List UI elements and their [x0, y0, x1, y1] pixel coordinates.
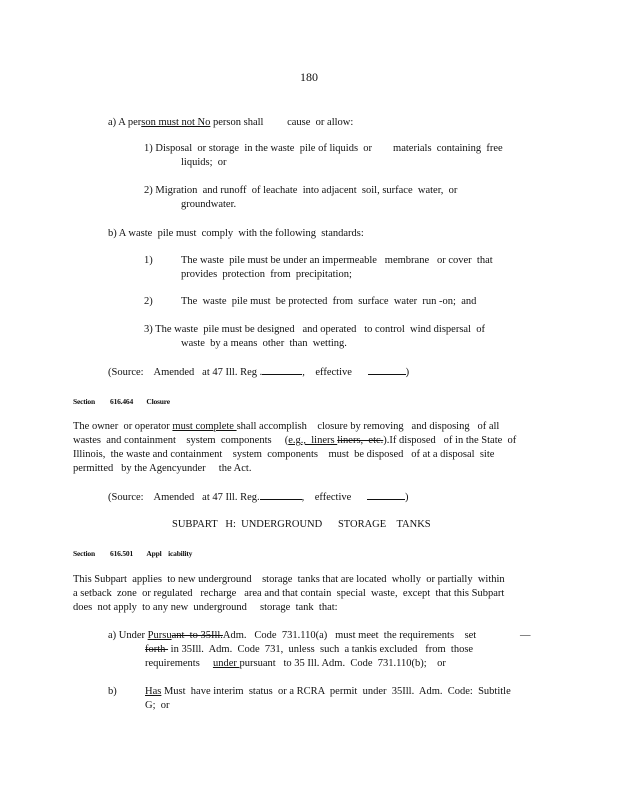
under-a-struck: ant to 35Ill. — [171, 630, 223, 641]
source-2-text: (Source: Amended at 47 Ill. Reg. — [108, 492, 260, 503]
source-2-close: ) — [405, 492, 409, 503]
applicability-line-3: does not apply to any new underground storage tank that: — [73, 602, 338, 613]
section-heading-501 — [73, 547, 192, 561]
applicability-line-2: a setback zone or regulated recharge area and that contain special waste, except that this Subpart — [73, 588, 505, 599]
closure-line-4: permitted by the Agencyunder the Act. — [73, 463, 252, 474]
closure-l2-b: ).If disposed of in the State of — [383, 435, 517, 446]
source-2-date-blank — [367, 490, 405, 500]
closure-l2-underlined: e.g., liners — [288, 435, 338, 446]
subpart-h-heading: SUBPART H: UNDERGROUND STORAGE TANKS — [172, 519, 431, 530]
page-number: 180 — [300, 70, 318, 84]
under-a-dash: — — [520, 630, 531, 641]
closure-line-1 — [73, 420, 499, 434]
under-a-underlined: Pursu — [147, 630, 172, 641]
closure-line-2 — [73, 434, 516, 448]
under-b-underlined: Has — [145, 686, 162, 697]
para-b-intro: b) A waste pile must comply with the following standards: — [108, 228, 364, 239]
under-a-line3-b: pursuant to 35 Ill. Adm. Code 731.110(b); or — [239, 658, 446, 669]
under-b-line-1 — [145, 685, 511, 699]
under-a-line2-rest: in 35Ill. Adm. Code 731, unless such a tankis excluded from those — [168, 644, 474, 655]
under-a-prefix: a) Under — [108, 630, 148, 641]
source-note-2 — [108, 490, 409, 505]
under-b-line-2: G; or — [145, 700, 170, 711]
source-note-1 — [108, 365, 409, 380]
para-b-item1-line2: provides protection from precipitation; — [181, 269, 352, 280]
section-464-label: Section — [73, 397, 95, 406]
under-b-rest: Must have interim status or a RCRA permit under 35Ill. Adm. Code: Subtitle — [161, 686, 511, 697]
under-a-rest: Adm. Code 731.110(a) must meet the requirements set — [222, 630, 477, 641]
source-2-reg-blank — [260, 490, 302, 500]
closure-l1-underlined: must complete — [172, 421, 237, 432]
source-1-reg-blank — [262, 365, 302, 375]
closure-l1-a: The owner or operator — [73, 421, 173, 432]
closure-l2-a: wastes and containment system components ( — [73, 435, 289, 446]
para-a-underlined: son must not No — [141, 117, 211, 128]
para-a-prefix: a) A per — [108, 117, 142, 128]
under-a-line3-underlined: under — [212, 658, 240, 669]
under-a-line3-a: requirements — [145, 658, 213, 669]
source-1-close: ) — [405, 367, 410, 378]
para-b-item3-line1: 3) The waste pile must be designed and operated to control wind dispersal of — [144, 324, 485, 335]
source-1-text: (Source: Amended at 47 Ill. Reg . — [108, 367, 263, 378]
under-a-line-2 — [145, 643, 473, 657]
para-a-rest: person shall cause or allow: — [210, 117, 354, 128]
para-b-item3-line2: waste by a means other than wetting. — [181, 338, 347, 349]
para-b-item1-line1: The waste pile must be under an impermeable membrane or cover that — [181, 255, 493, 266]
para-b-item2-line1: The waste pile must be protected from surface water run -on; and — [181, 296, 477, 307]
section-501-id: 616.501 — [110, 549, 133, 558]
under-a-line2-struck: forth — [145, 644, 169, 655]
para-a-item2-line2: groundwater. — [181, 199, 237, 210]
applicability-line-1: This Subpart applies to new underground storage tanks that are located wholly or partially within — [73, 574, 505, 585]
para-a-intro — [108, 116, 353, 130]
source-1-effective: , effective — [302, 367, 352, 378]
para-a-item1-line2: liquids; or — [181, 157, 227, 168]
closure-line-3: Illinois, the waste and containment system components must be disposed of at a disposal site — [73, 449, 495, 460]
section-501-title: Appl icability — [146, 549, 193, 558]
para-a-item2-line1: 2) Migration and runoff of leachate into adjacent soil, surface water, or — [144, 185, 458, 196]
para-b-item1-num: 1) — [144, 255, 153, 266]
para-b-item2-num: 2) — [144, 296, 153, 307]
section-464-id: 616.464 — [110, 397, 133, 406]
section-501-label: Section — [73, 549, 95, 558]
source-1-date-blank — [368, 365, 406, 375]
under-b-num: b) — [108, 686, 117, 697]
source-2-effective: , effective — [301, 492, 352, 503]
section-464-title: Closure — [146, 397, 170, 406]
closure-l1-b: shall accomplish closure by removing and disposing of all — [236, 421, 500, 432]
under-a-line-1 — [108, 629, 476, 643]
closure-l2-struck: liners, etc. — [337, 435, 384, 446]
para-a-item1-line1: 1) Disposal or storage in the waste pile of liquids or materials containing free — [144, 143, 503, 154]
section-heading-464 — [73, 395, 170, 409]
under-a-line-3 — [145, 657, 446, 671]
